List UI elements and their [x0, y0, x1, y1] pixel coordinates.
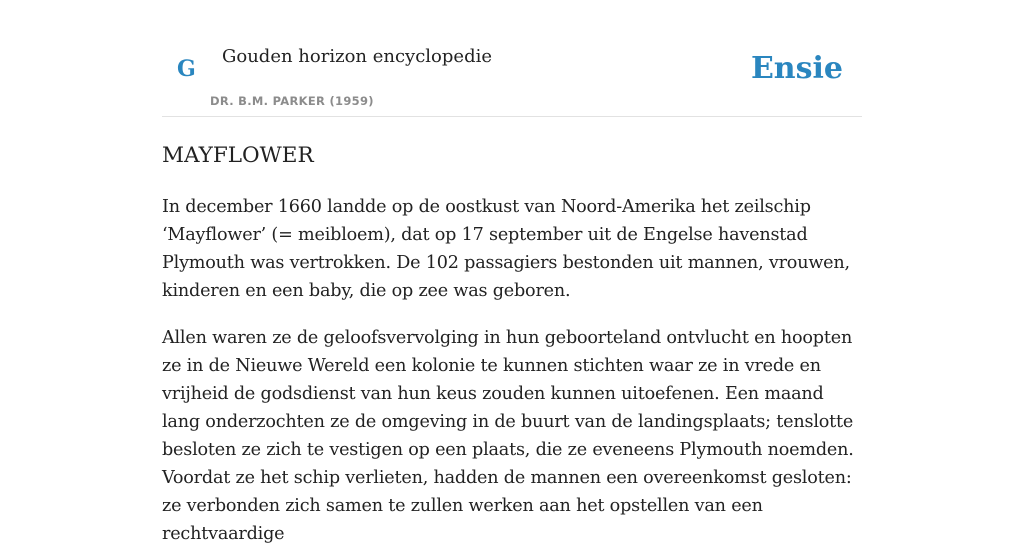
book-logo-icon[interactable]: G: [177, 56, 196, 82]
entry-paragraph: In december 1660 landde op de oostkust van Noord-Amerika het zeilschip ‘Mayflower’ (= meibloem), dat op 17 september uit de Engelse havenstad Plymouth was vertrokken. De 102 passagiers bestonden uit mannen, vrouwen, kinderen en een baby, die op zee was geboren.: [162, 197, 850, 301]
page: [162, 0, 862, 548]
ensie-logo-link[interactable]: Ensie: [750, 51, 843, 86]
entry-paragraph: Allen waren ze de geloofsvervolging in hun geboorteland ontvlucht en hoopten ze in de Nieuwe Wereld een kolonie te kunnen stichten waar ze in vrede en vrijheid de godsdienst van hun keus zouden kunnen uitoefenen. Een maand lang onderzochten ze de omgeving in de buurt van de landingsplaats; tenslotte besloten ze zich te vestigen op een plaats, die ze eveneens Plymouth noemden. Voordat ze het schip verlieten, hadden de mannen een overeenkomst gesloten: ze verbonden zich samen te zullen werken aan het opstellen van een rechtvaardige: [162, 328, 854, 544]
book-title-link[interactable]: Gouden horizon encyclopedie: [222, 46, 492, 67]
header: [162, 0, 862, 117]
book-author: DR. B.M. PARKER (1959): [210, 94, 374, 108]
entry-title: MAYFLOWER: [162, 143, 314, 168]
